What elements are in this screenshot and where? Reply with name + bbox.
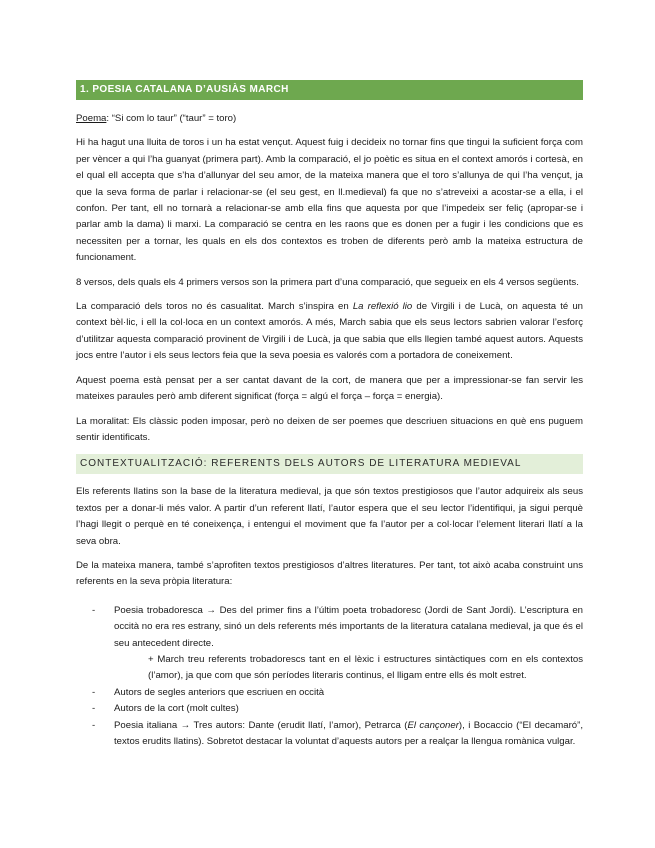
paragraph-court: Aquest poema està pensat per a ser cantat davant de la cort, de manera que per a impressionar-se fan servir les mateixes paraules però amb diferent significat (força = algú el força – força = energia). [76, 374, 583, 403]
work-title: El cançoner [407, 719, 459, 731]
list-item-text: Autors de la cort (molt cultes) [114, 703, 239, 715]
document-page [76, 80, 583, 750]
poem-title: : “Si com lo taur” (“taur” = toro) [106, 113, 237, 124]
paragraph-comparison [76, 299, 583, 365]
bullet-dash: - [92, 604, 96, 616]
poem-label: Poema [76, 113, 107, 124]
paragraph-summary: Hi ha hagut una lluita de toros i un ha estat vençut. Aquest fuig i decideix no tornar fins que tingui la suficient força com per vèncer a qui l’ha guanyat (primera part). Amb la comparació, el jo poètic es situa en el context amorós i cortesà, en el qual ell accepta que s’ha d’allunyar del seu amor, de la mateixa manera que el toro s’allunya de qui l’ha vençut, ja que la seva forma de parlar i relacionar-se (el seu gest, en ll.medieval) fa que no s’atreveixi a acostar-se a ella, i el confon. Per tant, ell no tornarà a relacionar-se amb ella fins que aquesta por que l’impedeix ser feliç (apropar-se i parlar amb la dama) li marxi. La comparació se centra en les raons que es donen per a fugir i les condicions que es necessiten per a tornar, les quals en els dos contextos es troben de diferents però amb la mateixa estructura de funcionament. [76, 137, 583, 264]
list-item [76, 718, 583, 751]
list-item-text: Poesia trobadoresca → Des del primer fins a l’últim poeta trobadoresc (Jordi de Sant Jordi). L’escriptura en occità no era res estrany, sinó un dels referents més importants de la literatura catalana medieval, ja que és el seu antecedent directe. [114, 604, 583, 649]
work-title: La reflexió lio [352, 301, 413, 313]
list-item [76, 685, 583, 701]
bullet-dash: - [92, 686, 96, 698]
list-item [76, 701, 583, 717]
poem-line [76, 111, 583, 127]
section-heading-ausias-march: 1. POESIA CATALANA D’AUSIÀS MARCH [76, 80, 583, 100]
bullet-dash: - [92, 703, 96, 715]
list-item [76, 603, 583, 685]
referents-list [76, 603, 583, 751]
paragraph-other-literatures: De la mateixa manera, també s’aprofiten textos prestigiosos d’altres literatures. Per tant, tot això acaba construint uns referents en la seva pròpia literatura: [76, 559, 583, 588]
list-item-text: ), i Bocaccio (“El decamaró”, textos erudits llatins). Sobretot destacar la voluntat d’aquests autors per a realçar la llengua romànica vulgar. [114, 719, 583, 747]
section-heading-context: CONTEXTUALITZACIÓ: REFERENTS DELS AUTORS DE LITERATURA MEDIEVAL [76, 454, 583, 474]
paragraph-moral: La moralitat: Els clàssic poden imposar, però no deixen de ser poemes que descriuen situacions en què ens puguem sentir identificats. [76, 415, 583, 443]
list-item-text: Poesia italiana → Tres autors: Dante (erudit llatí, l’amor), Petrarca ( [114, 719, 408, 731]
text-span: La comparació dels toros no és casualitat. March s’inspira en [76, 301, 353, 313]
text-span: de Virgili i de Lucà, on aquesta té un context bèl·lic, i ell la col·loca en un context amorós. A més, March sabia que els seus lectors sabrien valorar l’esforç d’utilitzar aquesta comparació provinent de Virgili i de Lucà, ja que sabia que ells llegien també aquest autors. Aquests jocs entre l’autor i els seus lectors feia que la seva poesia es valorés com a portadora de coneixement. [76, 301, 584, 362]
list-subitem: + March treu referents trobadorescs tant en el lèxic i estructures sintàctiques com en els contextos (l’amor), ja que com que són períodes literaris continus, el lligam entre ells és molt estret. [148, 653, 583, 682]
paragraph-structure: 8 versos, dels quals els 4 primers versos son la primera part d’una comparació, que segueix en els 4 versos següents. [76, 276, 579, 288]
paragraph-latin-referents: Els referents llatins son la base de la literatura medieval, ja que són textos prestigiosos que l’autor adquireix als seus textos per a donar-li més valor. A partir d’un referent llatí, l’autor espera que el seu lector l’identifiqui, ja sigui perquè l’hagi llegit o perquè en té coneixença, i entengui el moviment que fa l’autor per a col·locar l’element literari llatí a la seva obra. [76, 486, 583, 547]
list-item-text: Autors de segles anteriors que escriuen en occità [114, 686, 325, 698]
bullet-dash: - [92, 719, 96, 731]
